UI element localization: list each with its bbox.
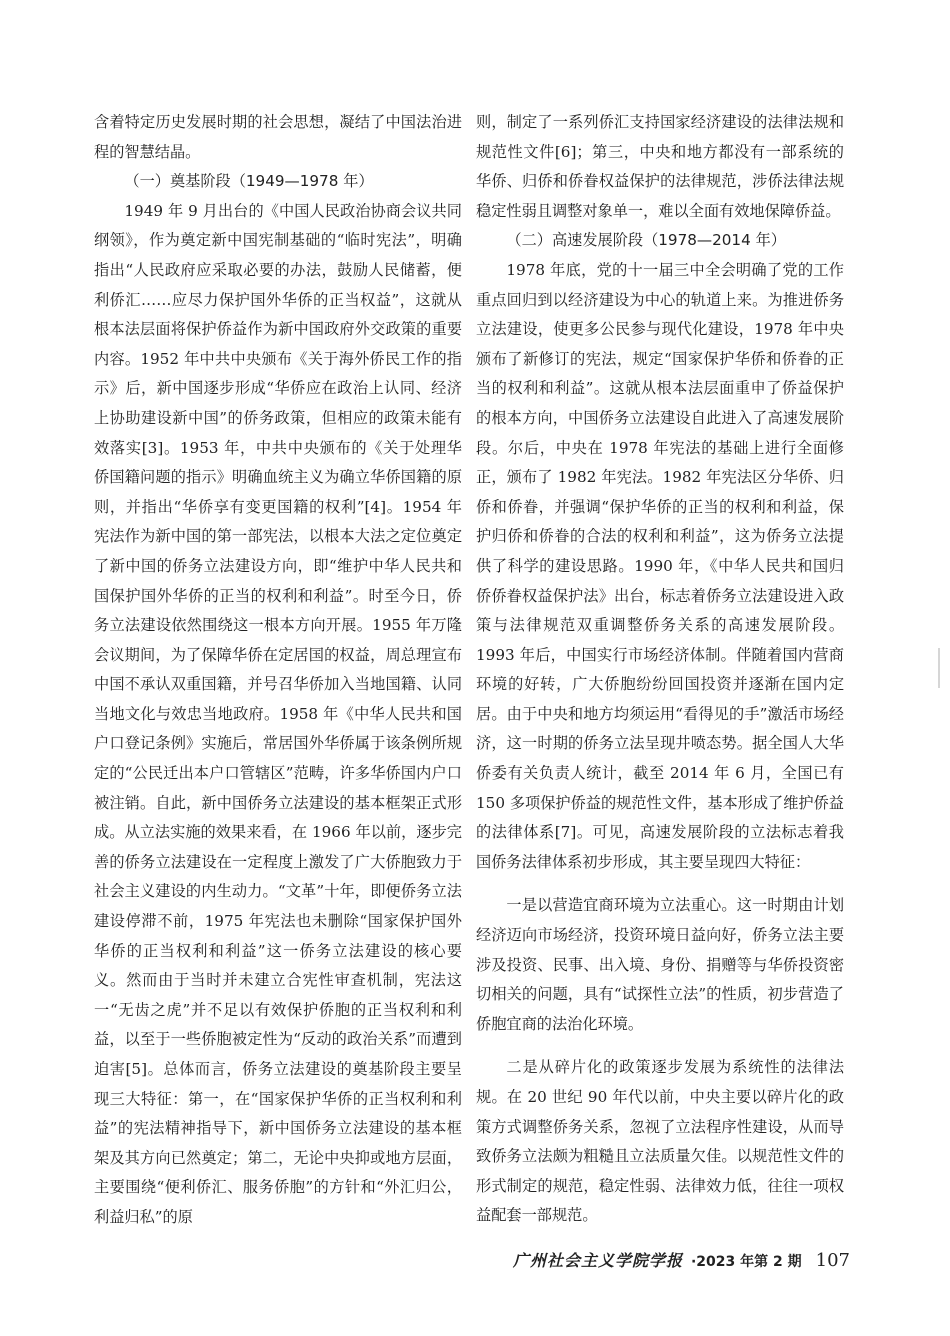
section-heading-rapid-development: （二）高速发展阶段（1978—2014 年） xyxy=(506,231,786,250)
paragraph: 1949 年 9 月出台的《中国人民政治协商会议共同纲领》，作为奠定新中国宪制基础的“临时宪法”，明确指出“人民政府应采取必要的办法，鼓励人民储蓄，便利侨汇……应尽力保护国外华侨的正当权益”，这就从根本法层面将保护侨益作为新中国政府外交政策的重要内容。1952 年中共中央颁布《关于海外侨民工作的指示》后，新中国逐步形成“华侨应在政治上认同、经济上协助建设新中国”的侨务政策，但相应的政策未能有效落实[3]。1953 年，中共中央颁布的《关于处理华侨国籍问题的指示》明确血统主义为确立华侨国籍的原则，并指出“华侨享有变更国籍的权利”[4]。1954 年宪法作为新中国的第一部宪法，以根本大法之定位奠定了新中国的侨务立法建设方向，即“维护中华人民共和国保护国外华侨的正当的权利和利益”。时至今日，侨务立法建设依然围绕这一根本方向开展。1955 年万隆会议期间，为了保障华侨在定居国的权益，周总理宣布中国不承认双重国籍，并号召华侨加入当地国籍、认同当地文化与效忠当地政府。1958 年《中华人民共和国户口登记条例》实施后，常居国外华侨属于该条例所规定的“公民迁出本户口管辖区”范畴，许多华侨国内户口被注销。自此，新中国侨务立法建设的基本框架正式形成。从立法实施的效果来看，在 1966 年以前，逐步完善的侨务立法建设在一定程度上激发了广大侨胞致力于社会主义建设的内生动力。“文革”十年，即便侨务立法建设停滞不前，1975 年宪法也未删除“国家保护国外华侨的正当权利和利益”这一侨务立法建设的核心要义。然而由于当时并未建立合宪性审查机制，宪法这一“无齿之虎”并不足以有效保护侨胞的正当权利和利益，以至于一些侨胞被定性为“反动的政治关系”而遭到迫害[5]。总体而言，侨务立法建设的奠基阶段主要呈现三大特征：第一，在“国家保护华侨的正当权利和利益”的宪法精神指导下，新中国侨务立法建设的基本框架及其方向已然奠定；第二，无论中央抑或地方层面，主要围绕“便利侨汇、服务侨胞”的方针和“外汇归公，利益归私”的原 xyxy=(94,201,462,1226)
page-number: 107 xyxy=(815,1250,850,1271)
right-column xyxy=(476,108,844,1231)
paragraph: 则，制定了一系列侨汇支持国家经济建设的法律法规和规范性文件[6]；第三，中央和地方都没有一部系统的华侨、归侨和侨眷权益保护的法律规范，涉侨法律法规稳定性弱且调整对象单一，难以全面有效地保障侨益。 xyxy=(476,113,844,220)
paragraph: 一是以营造宜商环境为立法重心。这一时期由计划经济迈向市场经济，投资环境日益向好，侨务立法主要涉及投资、民事、出入境、身份、捐赠等与华侨投资密切相关的问题，具有“试探性立法”的性质，初步营造了侨胞宜商的法治化环境。 xyxy=(476,896,844,1033)
issue-info: ·2023 年第 2 期 xyxy=(690,1254,802,1270)
paragraph: 含着特定历史发展时期的社会思想，凝结了中国法治进程的智慧结晶。 xyxy=(94,113,462,161)
page-footer xyxy=(513,1248,850,1271)
left-column xyxy=(94,108,462,1233)
section-heading-foundation: （一）奠基阶段（1949—1978 年） xyxy=(124,172,374,191)
paragraph: 1978 年底，党的十一届三中全会明确了党的工作重点回归到以经济建设为中心的轨道上来。为推进侨务立法建设，使更多公民参与现代化建设，1978 年中央颁布了新修订的宪法，规定“国家保护华侨和侨眷的正当的权利和利益”。这就从根本法层面重申了侨益保护的根本方向，中国侨务立法建设自此进入了高速发展阶段。尔后，中央在 1978 年宪法的基础上进行全面修正，颁布了 1982 年宪法。1982 年宪法区分华侨、归侨和侨眷，并强调“保护华侨的正当的权利和利益，保护归侨和侨眷的合法的权利和利益”，这为侨务立法提供了科学的建设思路。1990 年，《中华人民共和国归侨侨眷权益保护法》出台，标志着侨务立法建设进入政策与法律规范双重调整侨务关系的高速发展阶段。1993 年后，中国实行市场经济体制。伴随着国内营商环境的好转，广大侨胞纷纷回国投资并逐渐在国内定居。由于中央和地方均须运用“看得见的手”激活市场经济，这一时期的侨务立法呈现井喷态势。据全国人大华侨委有关负责人统计，截至 2014 年 6 月，全国已有 150 多项保护侨益的规范性文件，基本形成了维护侨益的法律体系[7]。可见，高速发展阶段的立法标志着我国侨务法律体系初步形成，其主要呈现四大特征： xyxy=(476,260,844,871)
page-edge-mark xyxy=(938,648,940,688)
paragraph: 二是从碎片化的政策逐步发展为系统性的法律法规。在 20 世纪 90 年代以前，中央主要以碎片化的政策方式调整侨务关系，忽视了立法程序性建设，从而导致侨务立法颇为粗糙且立法质量欠佳。以规范性文件的形式制定的规范，稳定性弱、法律效力低，往往一项权益配套一部规范。 xyxy=(476,1058,844,1225)
journal-name: 广州社会主义学院学报 xyxy=(512,1251,683,1270)
